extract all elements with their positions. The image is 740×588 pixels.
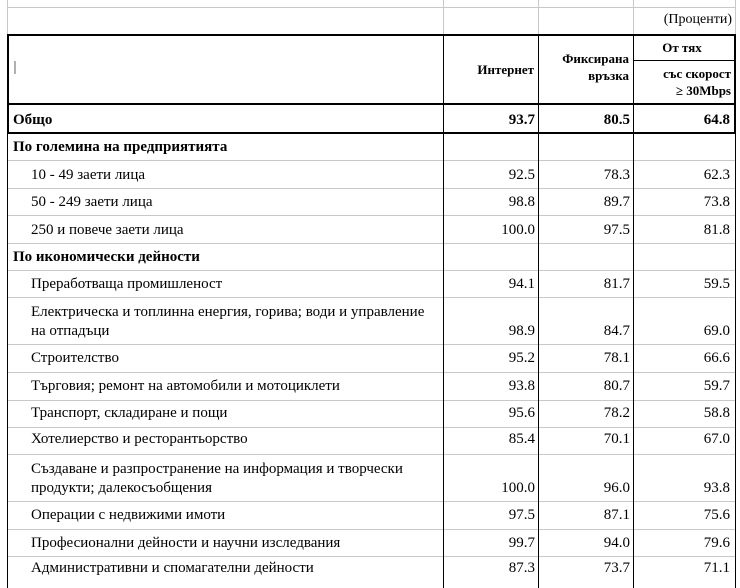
cell-speed-total: 64.8 (703, 112, 730, 128)
header-of-which: От тях (662, 40, 702, 55)
cell-speed: 73.8 (703, 194, 730, 210)
row-label-total: Общо (13, 112, 53, 128)
header-internet: Интернет (477, 62, 534, 77)
section-heading-activity: По икономически дейности (13, 249, 200, 265)
cell-speed: 71.1 (703, 560, 730, 576)
cell-speed: 67.0 (703, 431, 730, 447)
cell-fixed: 89.7 (603, 194, 630, 210)
cell-internet: 87.3 (508, 560, 535, 576)
cell-internet: 93.8 (508, 378, 535, 394)
cell-internet: 98.9 (508, 323, 535, 339)
cell-speed: 79.6 (703, 535, 730, 551)
cell-fixed: 80.7 (603, 378, 630, 394)
cell-fixed: 78.1 (603, 350, 630, 366)
row-label: Преработваща промишленост (31, 276, 223, 292)
row-label: Строителство (31, 350, 119, 366)
cell-internet: 99.7 (508, 535, 535, 551)
cell-fixed: 97.5 (603, 222, 630, 238)
cell-fixed: 78.2 (603, 405, 630, 421)
row-label: 250 и повече заети лица (31, 222, 184, 238)
cell-internet: 94.1 (508, 276, 535, 292)
cell-fixed: 96.0 (603, 480, 630, 496)
cell-speed: 59.5 (703, 276, 730, 292)
cell-marker-icon (14, 61, 16, 74)
cell-speed: 59.7 (703, 378, 730, 394)
cell-internet: 98.8 (508, 194, 535, 210)
cell-speed: 75.6 (703, 507, 730, 523)
row-label: Създаване и разпространение на информация и творчески продукти; далекосъобщения (31, 461, 403, 496)
header-fixed-line1: Фиксирана (562, 51, 629, 66)
row-label: Транспорт, складиране и пощи (31, 405, 228, 421)
row-label: Търговия; ремонт на автомобили и мотоциклети (31, 378, 340, 394)
cell-internet: 97.5 (508, 507, 535, 523)
cell-speed: 69.0 (703, 323, 730, 339)
cell-fixed: 78.3 (603, 167, 630, 183)
cell-fixed: 70.1 (603, 431, 630, 447)
header-speed-line1: със скорост (663, 66, 731, 81)
header-speed-line2: ≥ 30Mbps (675, 83, 731, 98)
row-label: Електрическа и топлинна енергия, горива; води и управление на отпадъци (31, 304, 425, 339)
cell-speed: 58.8 (703, 405, 730, 421)
cell-fixed: 84.7 (603, 323, 630, 339)
cell-internet: 85.4 (508, 431, 535, 447)
cell-internet: 95.6 (508, 405, 535, 421)
header-fixed-line2: връзка (588, 68, 629, 83)
cell-internet: 100.0 (501, 222, 535, 238)
row-label: Операции с недвижими имоти (31, 507, 226, 523)
cell-speed: 93.8 (703, 480, 730, 496)
unit-note: (Проценти) (663, 12, 732, 27)
cell-internet-total: 93.7 (508, 112, 535, 128)
row-label: Административни и спомагателни дейности (31, 560, 314, 576)
row-label: Професионални дейности и научни изследвания (31, 535, 341, 551)
cell-fixed: 94.0 (603, 535, 630, 551)
cell-speed: 62.3 (703, 167, 730, 183)
row-label: 50 - 249 заети лица (31, 194, 153, 210)
cell-speed: 81.8 (703, 222, 730, 238)
cell-fixed: 81.7 (603, 276, 630, 292)
cell-internet: 95.2 (508, 350, 535, 366)
row-label: 10 - 49 заети лица (31, 167, 146, 183)
section-heading-size: По големина на предприятията (13, 139, 228, 155)
cell-fixed: 73.7 (603, 560, 630, 576)
cell-fixed-total: 80.5 (603, 112, 630, 128)
cell-fixed: 87.1 (603, 507, 630, 523)
row-label: Хотелиерство и ресторантьорство (31, 431, 248, 447)
cell-internet: 92.5 (508, 167, 535, 183)
cell-speed: 66.6 (703, 350, 730, 366)
cell-internet: 100.0 (501, 480, 535, 496)
